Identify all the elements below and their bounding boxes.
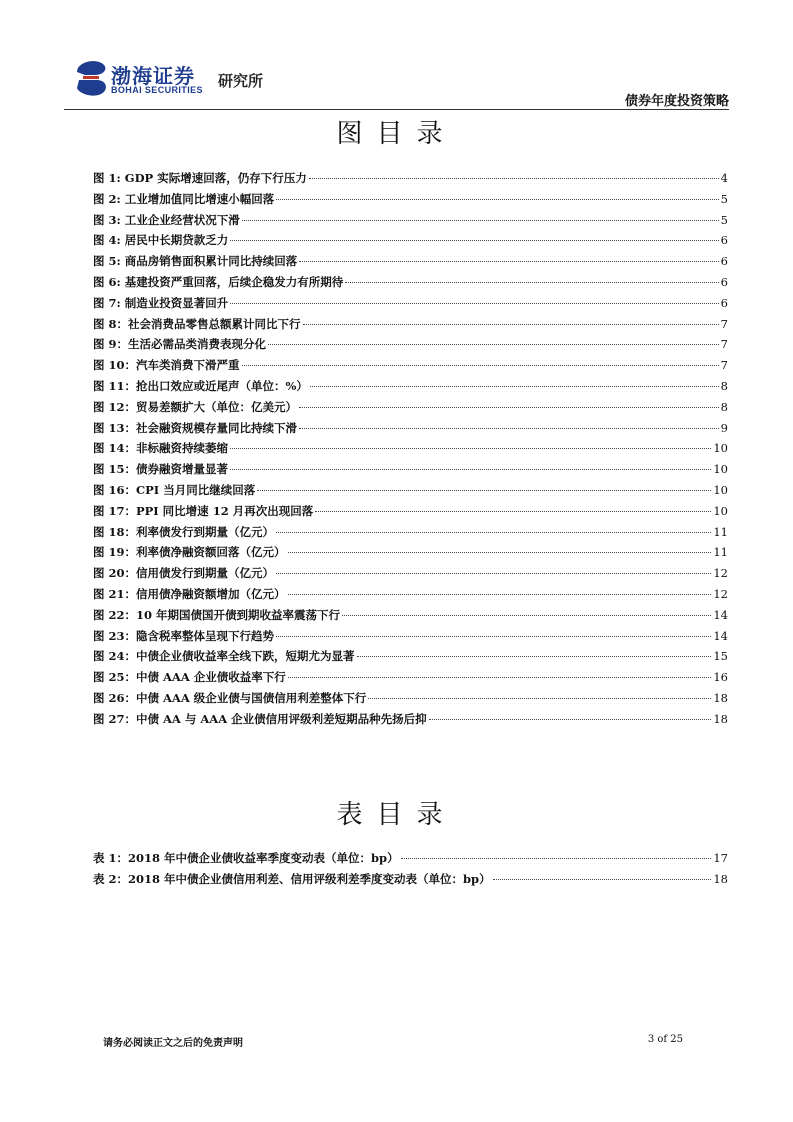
toc-entry-page: 18 (713, 690, 728, 705)
figure-toc-entry[interactable] (93, 669, 728, 690)
figure-toc-entry[interactable] (93, 274, 728, 295)
toc-entry-page: 10 (713, 441, 728, 456)
figure-toc-entry[interactable] (93, 191, 728, 212)
toc-entry-label: 图 22：10 年期国债国开债到期收益率震荡下行 (93, 607, 341, 622)
toc-entry-label: 图 21：信用债净融资额增加（亿元） (93, 586, 286, 601)
toc-dot-leader (268, 344, 719, 345)
toc-entry-label: 图 14：非标融资持续萎缩 (93, 441, 229, 456)
toc-entry-label: 图 24：中债企业债收益率全线下跌，短期尤为显著 (93, 649, 355, 664)
figure-toc-entry[interactable] (93, 482, 728, 503)
toc-entry-page: 4 (720, 171, 728, 185)
toc-entry-page: 10 (713, 503, 728, 518)
figure-toc-entry[interactable] (93, 232, 728, 253)
toc-entry-label: 图 20：信用债发行到期量（亿元） (93, 566, 275, 581)
figure-toc-entry[interactable] (93, 544, 728, 565)
figure-toc-entry[interactable] (93, 357, 728, 378)
toc-dot-leader (288, 552, 712, 553)
table-toc-entry[interactable] (93, 871, 728, 892)
figure-toc-entry[interactable] (93, 440, 728, 461)
toc-entry-label: 图 3: 工业企业经营状况下滑 (93, 212, 240, 227)
toc-entry-page: 15 (713, 649, 728, 664)
toc-dot-leader (288, 677, 712, 678)
toc-entry-page: 12 (713, 566, 728, 581)
toc-dot-leader (299, 407, 719, 408)
toc-entry-label: 图 11：抢出口效应或近尾声（单位：%） (93, 378, 308, 393)
figure-toc-entry[interactable] (93, 565, 728, 586)
toc-entry-label: 图 1: GDP 实际增速回落，仍存下行压力 (93, 171, 307, 185)
toc-dot-leader (242, 220, 719, 221)
toc-entry-page: 7 (720, 316, 728, 331)
toc-dot-leader (230, 469, 711, 470)
table-toc-entry[interactable] (93, 850, 728, 871)
toc-dot-leader (242, 365, 719, 366)
toc-entry-label: 图 27：中债 AA 与 AAA 企业债信用评级利差短期品种先扬后抑 (93, 711, 427, 726)
tables-toc (93, 850, 728, 892)
toc-entry-label: 表 2：2018 年中债企业债信用利差、信用评级利差季度变动表（单位：bp） (93, 871, 491, 886)
toc-entry-label: 图 16：CPI 当月同比继续回落 (93, 482, 256, 497)
toc-entry-label: 图 12：贸易差额扩大（单位：亿美元） (93, 399, 298, 414)
toc-entry-label: 图 9：生活必需品类消费表现分化 (93, 337, 267, 352)
toc-entry-page: 8 (720, 378, 728, 393)
toc-dot-leader (276, 199, 718, 200)
figure-toc-entry[interactable] (93, 461, 728, 482)
toc-entry-page: 14 (713, 628, 728, 643)
figure-toc-entry[interactable] (93, 648, 728, 669)
toc-entry-label: 图 19：利率债净融资额回落（亿元） (93, 545, 286, 560)
toc-entry-label: 图 13：社会融资规模存量同比持续下滑 (93, 420, 298, 435)
toc-dot-leader (299, 261, 718, 262)
figure-toc-entry[interactable] (93, 316, 728, 337)
figure-toc-entry[interactable] (93, 378, 728, 399)
toc-dot-leader (315, 511, 711, 512)
toc-entry-page: 6 (720, 274, 728, 289)
bohai-logo (73, 58, 283, 102)
toc-entry-page: 14 (713, 607, 728, 622)
toc-entry-label: 图 18：利率债发行到期量（亿元） (93, 524, 275, 539)
toc-dot-leader (342, 615, 711, 616)
figure-toc-entry[interactable] (93, 253, 728, 274)
figure-toc-entry[interactable] (93, 212, 728, 233)
brand-name-cn: 渤海证券 (111, 64, 195, 88)
toc-entry-page: 18 (713, 711, 728, 726)
figure-toc-entry[interactable] (93, 420, 728, 441)
toc-entry-label: 图 2: 工业增加值同比增速小幅回落 (93, 191, 275, 206)
figure-toc-entry[interactable] (93, 399, 728, 420)
toc-entry-page: 16 (713, 670, 728, 685)
tables-section-title: 表目录 (336, 800, 457, 830)
toc-entry-page: 8 (720, 399, 728, 414)
figure-toc-entry[interactable] (93, 295, 728, 316)
toc-dot-leader (309, 178, 719, 179)
institute-label: 研究所 (218, 72, 264, 90)
toc-entry-label: 图 4: 居民中长期贷款乏力 (93, 233, 229, 248)
toc-dot-leader (230, 240, 718, 241)
figure-toc-entry[interactable] (93, 690, 728, 711)
toc-entry-page: 5 (720, 191, 728, 206)
toc-entry-label: 图 10：汽车类消费下滑严重 (93, 358, 240, 373)
toc-entry-label: 图 5: 商品房销售面积累计同比持续回落 (93, 254, 298, 269)
header-divider (64, 109, 729, 110)
figure-toc-entry[interactable] (93, 607, 728, 628)
page-number: 3 of 25 (647, 1034, 683, 1045)
toc-entry-page: 6 (720, 295, 728, 310)
figure-toc-entry[interactable] (93, 336, 728, 357)
figure-toc-entry[interactable] (93, 524, 728, 545)
toc-entry-label: 图 26：中债 AAA 级企业债与国债信用利差整体下行 (93, 690, 367, 705)
bohai-logo-mark-icon (73, 58, 109, 98)
toc-entry-label: 表 1：2018 年中债企业债收益率季度变动表（单位：bp） (93, 851, 399, 865)
figures-toc (93, 170, 728, 732)
toc-entry-label: 图 23：隐含税率整体呈现下行趋势 (93, 628, 275, 643)
toc-dot-leader (276, 532, 711, 533)
figure-toc-entry[interactable] (93, 711, 728, 732)
toc-entry-label: 图 15：债券融资增量显著 (93, 462, 229, 477)
toc-entry-page: 5 (720, 212, 728, 227)
figure-toc-entry[interactable] (93, 170, 728, 191)
toc-dot-leader (257, 490, 711, 491)
toc-dot-leader (429, 719, 712, 720)
toc-entry-label: 图 7: 制造业投资显著回升 (93, 295, 229, 310)
toc-entry-page: 11 (713, 545, 728, 560)
toc-dot-leader (230, 448, 711, 449)
toc-dot-leader (303, 324, 719, 325)
toc-dot-leader (357, 656, 712, 657)
toc-entry-page: 9 (720, 420, 728, 435)
toc-entry-label: 图 8：社会消费品零售总额累计同比下行 (93, 316, 301, 331)
toc-dot-leader (368, 698, 711, 699)
brand-name-en: BOHAI SECURITIES (111, 85, 203, 95)
toc-dot-leader (276, 573, 711, 574)
figure-toc-entry[interactable] (93, 586, 728, 607)
toc-dot-leader (230, 303, 718, 304)
toc-entry-page: 12 (713, 586, 728, 601)
toc-entry-label: 图 6: 基建投资严重回落，后续企稳发力有所期待 (93, 274, 344, 289)
toc-entry-page: 18 (713, 871, 728, 886)
toc-entry-page: 6 (720, 254, 728, 269)
report-type: 债券年度投资策略 (624, 94, 729, 109)
toc-dot-leader (401, 858, 712, 859)
toc-dot-leader (310, 386, 719, 387)
figure-toc-entry[interactable] (93, 503, 728, 524)
toc-dot-leader (276, 636, 711, 637)
figure-toc-entry[interactable] (93, 628, 728, 649)
toc-entry-page: 11 (713, 524, 728, 539)
toc-entry-page: 10 (713, 462, 728, 477)
toc-dot-leader (493, 879, 712, 880)
toc-entry-page: 10 (713, 482, 728, 497)
toc-entry-label: 图 25：中债 AAA 企业债收益率下行 (93, 670, 286, 685)
toc-dot-leader (345, 282, 718, 283)
toc-entry-page: 7 (720, 358, 728, 373)
toc-dot-leader (299, 428, 719, 429)
toc-dot-leader (288, 594, 712, 595)
toc-entry-label: 图 17：PPI 同比增速 12 月再次出现回落 (93, 503, 314, 518)
toc-entry-page: 7 (720, 337, 728, 352)
toc-entry-page: 17 (713, 851, 728, 865)
figures-section-title: 图目录 (336, 119, 457, 149)
disclaimer-note: 请务必阅读正文之后的免责声明 (103, 1038, 243, 1049)
toc-entry-page: 6 (720, 233, 728, 248)
